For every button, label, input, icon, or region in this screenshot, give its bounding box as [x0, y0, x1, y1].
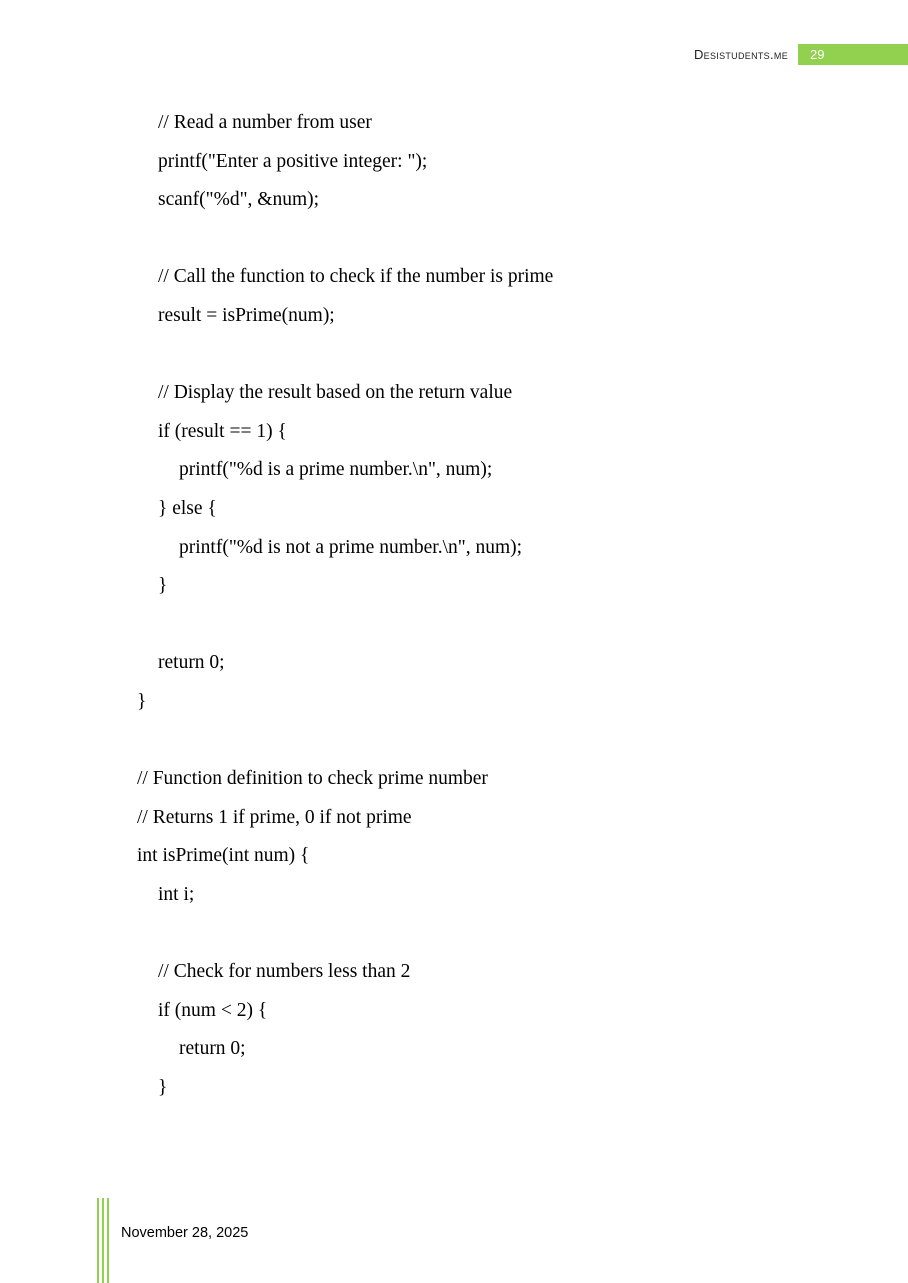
code-line: // Returns 1 if prime, 0 if not prime	[137, 806, 412, 828]
site-name: Desistudents.me	[693, 47, 788, 62]
code-line: int isPrime(int num) {	[137, 845, 310, 867]
footer-date: November 28, 2025	[121, 1225, 249, 1241]
blank-line	[0, 914, 908, 953]
code-line: // Read a number from user	[158, 112, 372, 133]
code-line: if (num < 2) {	[158, 999, 268, 1021]
code-line: } else {	[158, 497, 217, 519]
page-header	[694, 44, 908, 65]
code-line: }	[158, 575, 168, 597]
footer-decoration	[97, 1198, 111, 1283]
code-line: // Check for numbers less than 2	[158, 961, 411, 983]
code-line: printf("%d is a prime number.\n", num);	[179, 459, 493, 481]
code-line: if (result == 1) {	[158, 420, 287, 442]
page-number: 29	[798, 44, 908, 65]
code-line: // Call the function to check if the number is prime	[158, 266, 554, 288]
code-line: int i;	[158, 883, 195, 905]
code-line: // Display the result based on the return value	[158, 382, 513, 404]
code-line: result = isPrime(num);	[158, 304, 335, 326]
code-line: return 0;	[158, 652, 225, 674]
blank-line	[0, 606, 908, 645]
code-line: }	[137, 690, 147, 712]
blank-line	[0, 722, 908, 761]
code-listing	[0, 104, 908, 1107]
code-line: // Function definition to check prime number	[137, 768, 488, 790]
code-line: }	[158, 1076, 168, 1098]
code-line: printf("Enter a positive integer: ");	[158, 150, 428, 172]
code-line: return 0;	[179, 1038, 246, 1060]
blank-line	[0, 336, 908, 375]
code-line: printf("%d is not a prime number.\n", num);	[179, 536, 523, 558]
blank-line	[0, 220, 908, 259]
code-line: scanf("%d", &num);	[158, 189, 320, 211]
